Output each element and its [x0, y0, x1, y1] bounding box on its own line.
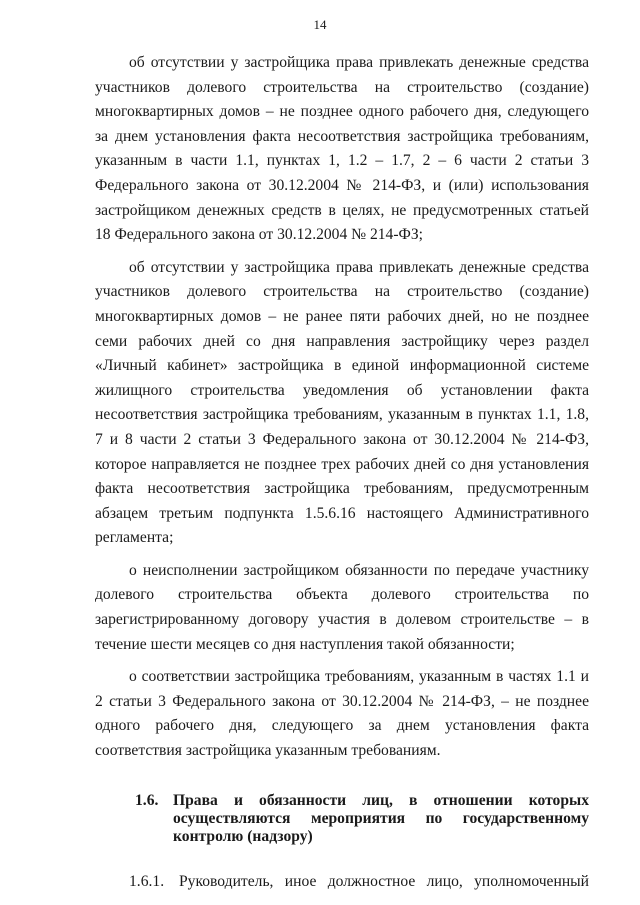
section-number: 1.6.	[135, 791, 159, 809]
document-body	[95, 51, 589, 894]
subsection-text: Руководитель, иное должностное лицо, уполномоченный	[179, 872, 589, 890]
paragraph-no-right-to-raise-funds: об отсутствии у застройщика права привлекать денежные средства участников долевого строительства на строительство (создание) многоквартирных домов – не позднее одного рабочего дня, следующего за днем установления факта несоответствия застройщика требованиям, указанным в части 1.1, пунктах 1, 1.2 – 1.7, 2 – 6 части 2 статьи 3 Федерального закона от 30.12.2004 № 214-ФЗ, и (или) использования застройщиком денежных средств в целях, не предусмотренных статьей 18 Федерального закона от 30.12.2004 № 214-ФЗ;	[95, 54, 589, 244]
section-title: Права и обязанности лиц, в отношении которых осуществляются мероприятия по государственному контролю (надзору)	[173, 791, 589, 845]
paragraph-no-right-after-notice: об отсутствии у застройщика права привлекать денежные средства участников долевого строительства на строительство (создание) многоквартирных домов – не ранее пяти рабочих дней, но не позднее семи рабочих дней со дня направления застройщику через раздел «Личный кабинет» застройщика в единой информационной системе жилищного строительства уведомления об установлении факта несоответствия застройщика требованиям, указанным в пунктах 1.1, 1.8, 7 и 8 части 2 статьи 3 Федерального закона от 30.12.2004 № 214-ФЗ, которое направляется не позднее трех рабочих дней со дня установления факта несоответствия застройщика требованиям, предусмотренным абзацем третьим подпункта 1.5.6.16 настоящего Административного регламента;	[95, 258, 589, 547]
section-heading	[95, 792, 589, 846]
subsection	[95, 870, 589, 895]
paragraph-compliance: о соответствии застройщика требованиям, указанным в частях 1.1 и 2 статьи 3 Федерального закона от 30.12.2004 № 214-ФЗ, – не позднее одного рабочего дня, следующего за днем установления факта соответствия застройщика указанным требованиям.	[95, 668, 589, 760]
paragraph-non-fulfillment-transfer: о неисполнении застройщиком обязанности по передаче участнику долевого строительства объекта долевого строительства по зарегистрированному договору участия в долевом строительстве – в течение шести месяцев со дня наступления такой обязанности;	[95, 561, 589, 653]
page-number: 14	[313, 17, 327, 32]
subsection-number: 1.6.1.	[129, 872, 165, 890]
